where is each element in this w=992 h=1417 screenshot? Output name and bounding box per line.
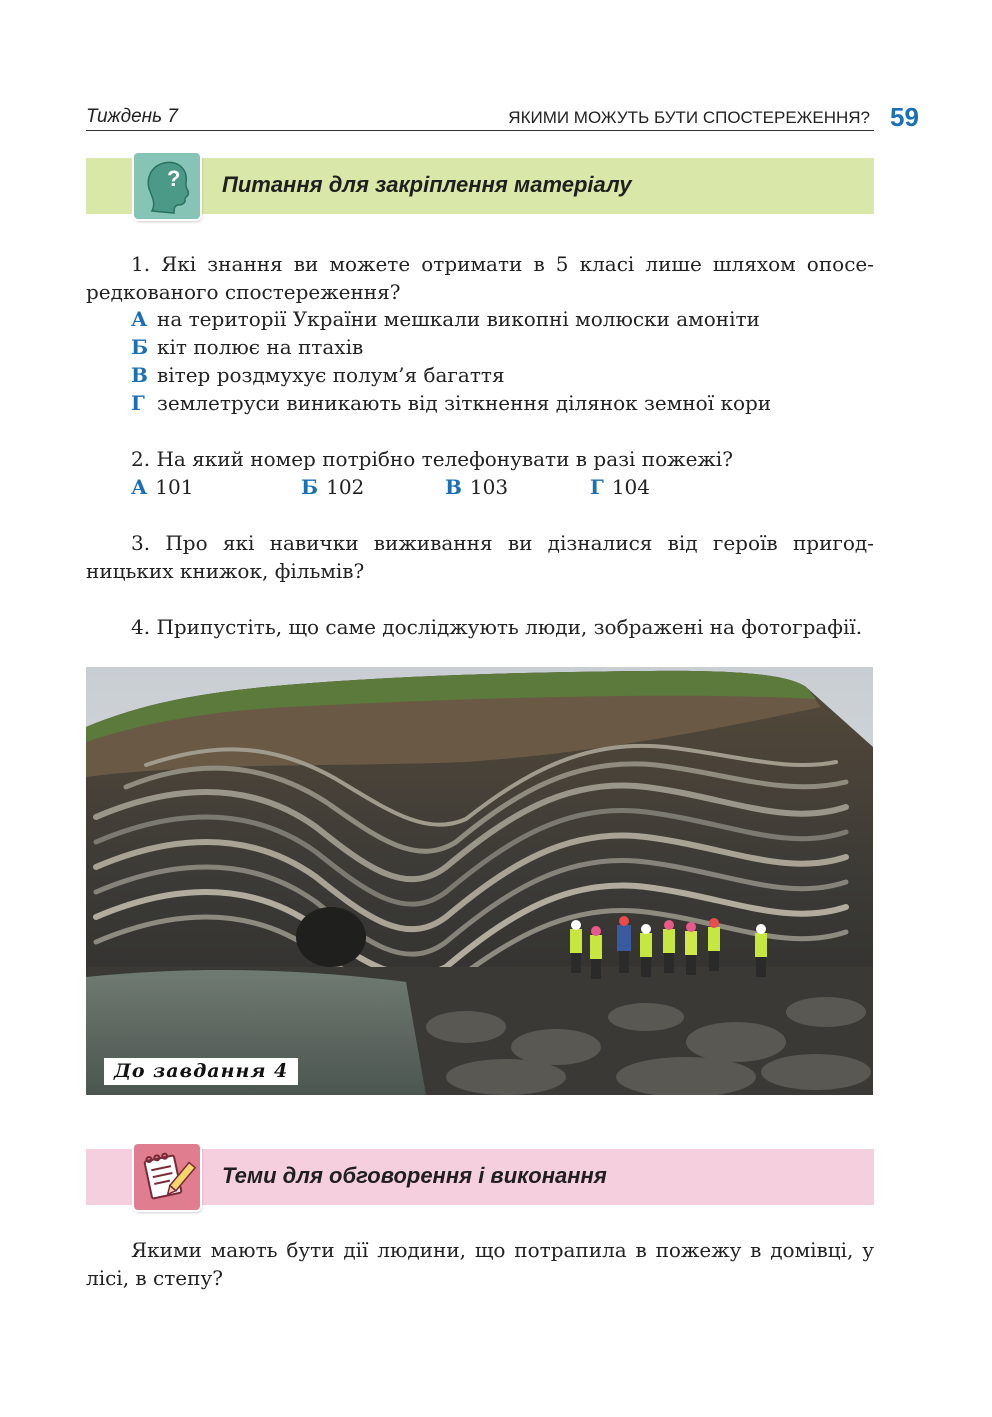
week-label: Тиждень 7: [86, 106, 178, 127]
q2-option-a: А 101: [131, 475, 194, 499]
review-title: Питання для закріплення матеріалу: [222, 172, 632, 197]
discussion-title: Теми для обговорення і виконання: [222, 1163, 607, 1188]
chapter-title: ЯКИМИ МОЖУТЬ БУТИ СПОСТЕРЕЖЕННЯ?: [508, 108, 870, 127]
q1-option-a: А на території України мешкали викопні молюски амоніти: [131, 307, 760, 331]
question-4: 4. Припустіть, що саме досліджують люди, зображені на фотографії.: [131, 615, 863, 639]
q2-option-c: В 103: [445, 475, 509, 499]
q2-option-d: Г 104: [590, 475, 650, 499]
question-3: 3. Про які навички виживання ви дізналися від героїв пригод-ницьких книжок, фільмів?: [86, 531, 874, 583]
q2-option-b: Б 102: [301, 475, 365, 499]
page-number: 59: [890, 102, 919, 132]
question-1: 1. Які знання ви можете отримати в 5 класі лише шляхом опосе-редкованого спостереження?: [86, 252, 874, 304]
q1-option-d: Г землетруси виникають від зіткнення ділянок земної кори: [131, 391, 772, 415]
discussion-banner: [86, 1149, 874, 1205]
notepad-pencil-icon: [134, 1144, 200, 1210]
photo-caption: До завдання 4: [104, 1058, 298, 1085]
question-head-icon: [134, 153, 200, 219]
q1-option-b: Б кіт полює на птахів: [131, 335, 364, 359]
discussion-text: Якими мають бути дії людини, що потрапила в пожежу в домівці, у лісі, в степу?: [86, 1238, 874, 1290]
running-header: [86, 104, 874, 131]
rock-folds-photo: [86, 667, 873, 1095]
question-2: 2. На який номер потрібно телефонувати в разі пожежі?: [131, 447, 733, 471]
review-banner: [86, 158, 874, 214]
q1-option-c: В вітер роздмухує полум’я багаття: [131, 363, 505, 387]
svg-text:?: ?: [167, 166, 181, 191]
